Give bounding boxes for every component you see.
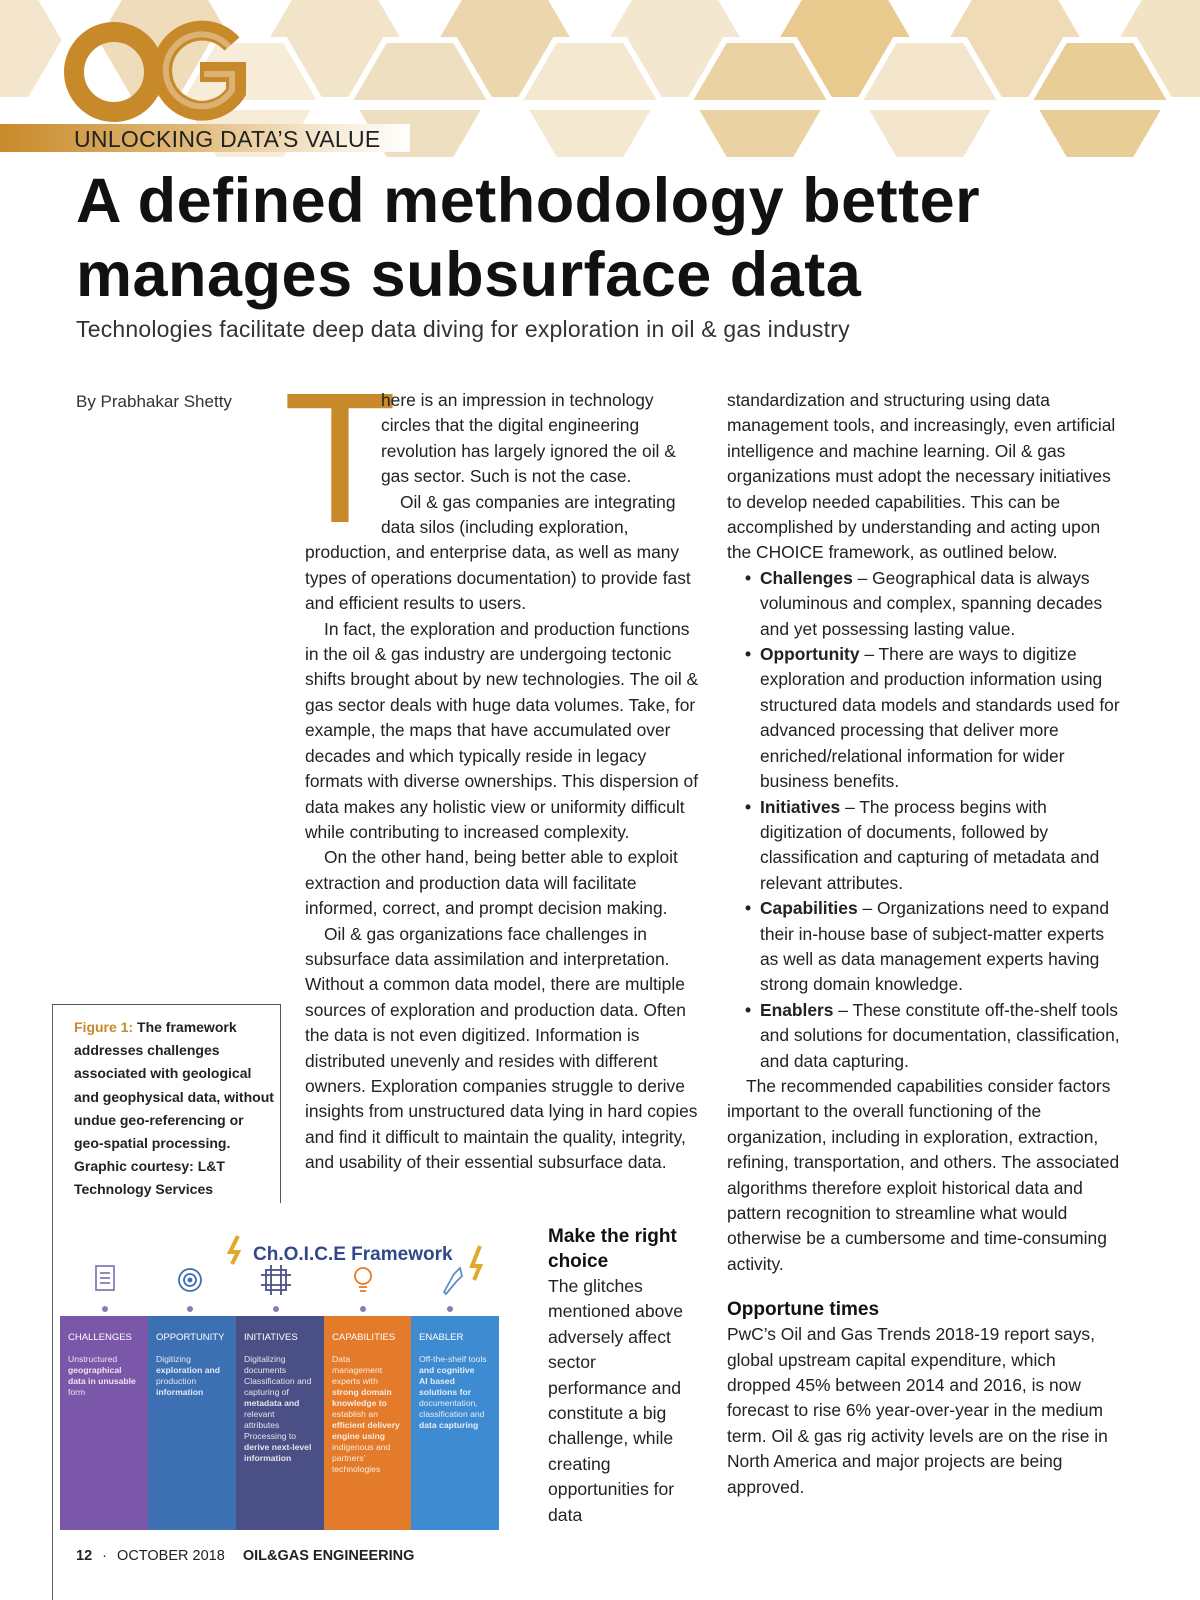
- headline: A defined methodology better manages subsurface data: [76, 166, 981, 310]
- framework-column-text: geographical: [68, 1365, 122, 1375]
- framework-column-text: production: [156, 1376, 197, 1386]
- bullet-item: • Opportunity – There are ways to digitize exploration and production information using structured data models and standards used for advanced processing that deliver more enriched/relational information for wider business benefits.: [760, 642, 1123, 794]
- bullet-term: Challenges: [760, 567, 853, 588]
- framework-column-text: strong domain: [332, 1387, 392, 1397]
- framework-columns: [60, 1316, 499, 1530]
- choice-bullet-list: [727, 566, 1123, 1074]
- bullet-item: • Enablers – These constitute off-the-shelf tools and solutions for documentation, classification, and data capturing.: [760, 998, 1123, 1074]
- framework-column-text: information: [244, 1453, 292, 1463]
- paragraph: On the other hand, being better able to exploit extraction and production data will facilitate informed, correct, and prompt decision making.: [305, 847, 678, 919]
- framework-column-text: partners': [332, 1453, 366, 1463]
- framework-column-text: knowledge to: [332, 1398, 387, 1408]
- framework-column-text: Digitizing: [156, 1354, 191, 1364]
- framework-column-text: technologies: [332, 1464, 381, 1474]
- framework-column-title: INITIATIVES: [244, 1332, 298, 1343]
- paragraph: Oil & gas organizations face challenges in subsurface data assimilation and interpretation. Without a common data model, there are multiple sources of exploration and production data. Often the data is not even digitized. Information is distributed unevenly and resides with different owners. Exploration companies struggle to derive insights from unstructured data lying in hard copies and find it difficult to maintain the quality, integrity, and usability of their essential subsurface data.: [305, 923, 698, 1173]
- framework-column-text: attributes: [244, 1420, 280, 1430]
- figure-label: Figure 1:: [74, 1019, 134, 1035]
- framework-column-text: establish an: [332, 1409, 378, 1419]
- framework-column-text: efficient delivery: [332, 1420, 400, 1430]
- framework-column-text: AI based: [419, 1376, 455, 1386]
- framework-column-text: derive next-level: [244, 1442, 312, 1452]
- framework-column-text: Digitalizing: [244, 1354, 286, 1364]
- framework-column-text: metadata and: [244, 1398, 300, 1408]
- page-footer: [76, 1548, 414, 1564]
- framework-column-text: data capturing: [419, 1420, 479, 1430]
- figure-title: Ch.O.I.C.E Framework: [253, 1244, 453, 1265]
- page-number: 12: [76, 1548, 93, 1564]
- bullet-term: Capabilities: [760, 898, 858, 919]
- framework-column-title: CHALLENGES: [68, 1332, 132, 1343]
- byline: By Prabhakar Shetty: [76, 392, 232, 411]
- drop-cap-letter: T: [283, 355, 397, 562]
- footer-separator: ·: [102, 1548, 108, 1564]
- framework-column-text: capturing of: [244, 1387, 289, 1397]
- article-column-2: [727, 388, 1123, 1500]
- paragraph: PwC’s Oil and Gas Trends 2018-19 report says, global upstream capital expenditure, which dropped 45% between 2014 and 2016, is now forecast to rise 6% year-over-year in the medium term. Oil & gas rig activity levels are on the rise in North America and major projects are being approved.: [727, 1324, 1108, 1497]
- framework-column-text: information: [156, 1387, 204, 1397]
- framework-column-title: CAPABILITIES: [332, 1332, 396, 1343]
- framework-column-text: documentation,: [419, 1398, 478, 1408]
- framework-column-text: form: [68, 1387, 86, 1397]
- deck-subtitle: Technologies facilitate deep data diving for exploration in oil & gas industry: [76, 316, 850, 342]
- bullet-item: • Initiatives – The process begins with digitization of documents, followed by classification and capturing of metadata and relevant attributes.: [760, 795, 1123, 897]
- bullet-term: Opportunity: [760, 644, 860, 665]
- framework-column-text: and cognitive: [419, 1365, 475, 1375]
- paragraph: The glitches mentioned above adversely affect sector performance and constitute a big challenge, while creating opportunities for data: [548, 1276, 683, 1525]
- framework-column-text: Data: [332, 1354, 351, 1364]
- figure-caption: [74, 1016, 274, 1202]
- paragraph: In fact, the exploration and production functions in the oil & gas industry are undergoing tectonic shifts brought about by new technologies. The oil & gas sector deals with huge data volumes. Take, for example, the maps that have accumulated over decades and which typically reside in legacy formats with diverse ownerships. This dispersion of data makes any holistic view or uniformity difficult while contributing to increased complexity.: [305, 618, 699, 842]
- bullet-item: • Challenges – Geographical data is always voluminous and complex, spanning decades and yet possessing lasting value.: [760, 566, 1123, 642]
- framework-column-text: Classification and: [244, 1376, 312, 1386]
- framework-column-text: exploration and: [156, 1365, 220, 1375]
- framework-column-text: classification and: [419, 1409, 485, 1419]
- bullet-item: • Capabilities – Organizations need to expand their in-house base of subject-matter experts as well as data management experts having strong domain knowledge.: [760, 896, 1123, 998]
- subheading-make-the-right-choice: Make the right choice: [548, 1226, 677, 1272]
- framework-column-title: ENABLER: [419, 1332, 464, 1343]
- paragraph: Oil & gas companies are integrating data silos (including exploration, production, and enterprise data, as well as many types of operations documentation) to provide fast and efficient results to users.: [305, 491, 691, 614]
- framework-column-text: documents: [244, 1365, 287, 1375]
- article-column-narrow: [548, 1224, 698, 1528]
- framework-column-bg: [148, 1316, 236, 1530]
- framework-column-text: Unstructured: [68, 1354, 118, 1364]
- bullet-term: Initiatives: [760, 796, 841, 817]
- article-column-1: [283, 355, 701, 1176]
- publication-name: OIL&GAS ENGINEERING: [242, 1548, 415, 1564]
- og-logo: [64, 14, 254, 124]
- framework-column-text: experts with: [332, 1376, 378, 1386]
- figure-caption-text: The framework addresses challenges associated with geological and geophysical data, without undue geo-referencing or geo-spatial processing. Graphic courtesy: L&T Technology Services: [74, 1019, 274, 1198]
- subheading-opportune-times: Opportune times: [727, 1299, 880, 1321]
- issue-date: OCTOBER 2018: [117, 1548, 225, 1564]
- framework-column-text: Off-the-shelf tools: [419, 1354, 487, 1364]
- framework-column-text: Processing to: [244, 1431, 297, 1441]
- drop-cap: [283, 355, 397, 562]
- section-kicker: UNLOCKING DATA’S VALUE: [74, 126, 381, 152]
- choice-framework-figure: [60, 1228, 508, 1530]
- framework-column-text: relevant: [244, 1409, 275, 1419]
- paragraph: here is an impression in technology circles that the digital engineering revolution has largely ignored the oil & gas sector. Such is not the case.: [381, 390, 676, 487]
- framework-column-text: data in unusable: [68, 1376, 136, 1386]
- framework-column-bg: [60, 1316, 148, 1530]
- framework-column-text: indigenous and: [332, 1442, 391, 1452]
- bullet-term: Enablers: [760, 999, 834, 1020]
- framework-column-title: OPPORTUNITY: [156, 1332, 225, 1343]
- paragraph: The recommended capabilities consider factors important to the overall functioning of the organization, including in exploration, extraction, refining, transportation, and others. The associated algorithms therefore exploit historical data and pattern recognition to streamline what would otherwise be a cumbersome and time-consuming activity.: [727, 1075, 1120, 1274]
- paragraph: standardization and structuring using data management tools, and increasingly, even artificial intelligence and machine learning. Oil & gas organizations must adopt the necessary initiatives to develop needed capabilities. This can be accomplished by understanding and acting upon the CHOICE framework, as outlined below.: [727, 390, 1116, 563]
- framework-column-text: engine using: [332, 1431, 385, 1441]
- framework-column-text: management: [332, 1365, 383, 1375]
- framework-column-text: solutions for: [419, 1387, 472, 1397]
